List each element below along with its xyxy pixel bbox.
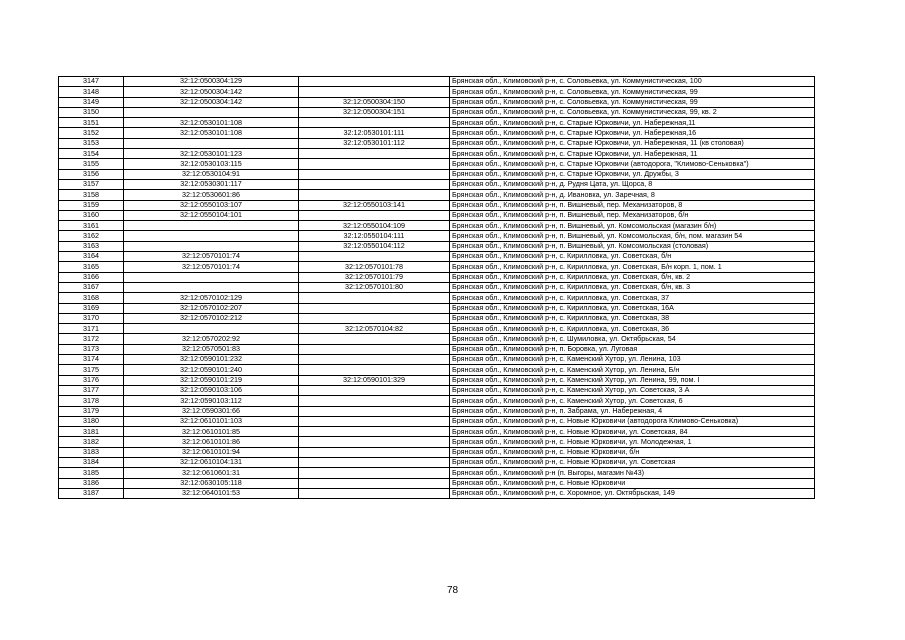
table-row [59,385,815,395]
cell-record-number: 3166 [59,272,124,282]
table-row [59,138,815,148]
table-row [59,457,815,467]
cell-cadastral-number-premises: 32:12:0570101:80 [299,282,450,292]
page-number: 78 [446,585,459,596]
table-row [59,272,815,282]
registry-table [58,76,815,499]
cell-record-number: 3156 [59,169,124,179]
cell-cadastral-number-premises [299,159,450,169]
cell-address: Брянская обл., Климовский р-н, с. Хоромное, ул. Октябрьская, 149 [450,488,815,498]
cell-cadastral-number-premises [299,293,450,303]
cell-address: Брянская обл., Климовский р-н, с. Каменский Хутор, ул. Ленина, 99, пом. I [450,375,815,385]
cell-record-number: 3185 [59,468,124,478]
cell-cadastral-number: 32:12:0570102:129 [124,293,299,303]
table-row [59,468,815,478]
cell-cadastral-number-premises [299,149,450,159]
table-row [59,200,815,210]
cell-address: Брянская обл., Климовский р-н, с. Кирилловка, ул. Советская, 38 [450,313,815,323]
cell-cadastral-number [124,138,299,148]
cell-record-number: 3167 [59,282,124,292]
table-row [59,313,815,323]
table-row [59,159,815,169]
cell-address: Брянская обл., Климовский р-н, с. Новые Юрковичи, ул. Советская [450,457,815,467]
table-row [59,252,815,262]
cell-address: Брянская обл., Климовский р-н, с. Кирилловка, ул. Советская, 36 [450,324,815,334]
cell-address: Брянская обл., Климовский р-н, с. Новые Юрковичи, ул. Советская, 84 [450,427,815,437]
cell-cadastral-number: 32:12:0610601:31 [124,468,299,478]
cell-address: Брянская обл., Климовский р-н, п. Вишневый, ул. Комсомольская, б/н, пом. магазин 54 [450,231,815,241]
cell-cadastral-number-premises: 32:12:0570104:82 [299,324,450,334]
cell-record-number: 3150 [59,107,124,117]
cell-record-number: 3170 [59,313,124,323]
cell-address: Брянская обл., Климовский р-н, с. Новые Юрковичи, ул. Молодежная, 1 [450,437,815,447]
cell-cadastral-number-premises [299,169,450,179]
cell-record-number: 3161 [59,221,124,231]
cell-cadastral-number-premises: 32:12:0550104:112 [299,241,450,251]
table-row [59,282,815,292]
cell-cadastral-number-premises [299,406,450,416]
table-row [59,128,815,138]
cell-cadastral-number: 32:12:0500304:142 [124,97,299,107]
cell-cadastral-number-premises: 32:12:0570101:79 [299,272,450,282]
cell-cadastral-number-premises [299,478,450,488]
cell-address: Брянская обл., Климовский р-н, с. Соловьевка, ул. Коммунистическая, 100 [450,77,815,87]
cell-record-number: 3160 [59,210,124,220]
cell-cadastral-number [124,221,299,231]
cell-cadastral-number-premises [299,437,450,447]
cell-address: Брянская обл., Климовский р-н, п. Боровка, ул. Луговая [450,344,815,354]
cell-address: Брянская обл., Климовский р-н, п. Забрама, ул. Набережная, 4 [450,406,815,416]
cell-record-number: 3152 [59,128,124,138]
cell-address: Брянская обл., Климовский р-н, п. Вишневый, ул. Комсомольская (магазин б/н) [450,221,815,231]
cell-record-number: 3153 [59,138,124,148]
cell-cadastral-number-premises [299,344,450,354]
cell-record-number: 3163 [59,241,124,251]
cell-cadastral-number-premises: 32:12:0530101:112 [299,138,450,148]
cell-cadastral-number [124,231,299,241]
cell-record-number: 3148 [59,87,124,97]
cell-address: Брянская обл., Климовский р-н, с. Соловьевка, ул. Коммунистическая, 99, кв. 2 [450,107,815,117]
cell-address: Брянская обл., Климовский р-н, с. Старые Юрковичи (автодорога, "Климово-Сеньковка") [450,159,815,169]
cell-cadastral-number-premises [299,468,450,478]
table-row [59,427,815,437]
table-row [59,241,815,251]
cell-cadastral-number: 32:12:0500304:142 [124,87,299,97]
cell-address: Брянская обл., Климовский р-н, с. Кирилловка, ул. Советская, б/н, кв. 3 [450,282,815,292]
cell-cadastral-number: 32:12:0570202:92 [124,334,299,344]
cell-cadastral-number: 32:12:0530101:123 [124,149,299,159]
cell-address: Брянская обл., Климовский р-н, с. Старые Юрковичи, ул. Набережная, 11 [450,149,815,159]
cell-record-number: 3169 [59,303,124,313]
cell-cadastral-number-premises [299,252,450,262]
cell-record-number: 3155 [59,159,124,169]
cell-address: Брянская обл., Климовский р-н, с. Шумиловка, ул. Октябрьская, 54 [450,334,815,344]
registry-table-body [59,77,815,499]
cell-cadastral-number: 32:12:0590101:240 [124,365,299,375]
cell-cadastral-number-premises [299,427,450,437]
cell-address: Брянская обл., Климовский р-н, п. Вишневый, пер. Механизаторов, б/н [450,210,815,220]
cell-record-number: 3173 [59,344,124,354]
cell-record-number: 3184 [59,457,124,467]
cell-cadastral-number-premises: 32:12:0550104:111 [299,231,450,241]
cell-cadastral-number: 32:12:0530101:108 [124,128,299,138]
cell-cadastral-number-premises [299,365,450,375]
cell-record-number: 3187 [59,488,124,498]
table-row [59,210,815,220]
cell-cadastral-number-premises [299,87,450,97]
cell-cadastral-number-premises [299,118,450,128]
cell-record-number: 3168 [59,293,124,303]
cell-record-number: 3164 [59,252,124,262]
cell-address: Брянская обл., Климовский р-н, с. Кирилловка, ул. Советская, 16А [450,303,815,313]
cell-address: Брянская обл., Климовский р-н, д. Рудня Цата, ул. Щорса, 8 [450,179,815,189]
table-row [59,447,815,457]
cell-cadastral-number [124,107,299,117]
cell-cadastral-number: 32:12:0530103:115 [124,159,299,169]
cell-record-number: 3174 [59,355,124,365]
cell-record-number: 3149 [59,97,124,107]
cell-cadastral-number-premises [299,313,450,323]
cell-record-number: 3159 [59,200,124,210]
cell-cadastral-number-premises [299,303,450,313]
cell-record-number: 3171 [59,324,124,334]
cell-cadastral-number-premises [299,334,450,344]
cell-address: Брянская обл., Климовский р-н, д. Ивановка, ул. Заречная, 8 [450,190,815,200]
table-row [59,344,815,354]
cell-cadastral-number: 32:12:0530301:117 [124,179,299,189]
cell-address: Брянская обл., Климовский р-н, с. Новые Юрковичи (автодорога Климово-Сеньковка) [450,416,815,426]
table-row [59,169,815,179]
cell-cadastral-number: 32:12:0550103:107 [124,200,299,210]
cell-address: Брянская обл., Климовский р-н, с. Новые Юрковичи [450,478,815,488]
cell-record-number: 3165 [59,262,124,272]
cell-cadastral-number-premises [299,210,450,220]
cell-address: Брянская обл., Климовский р-н, с. Новые Юрковичи, б/н [450,447,815,457]
cell-cadastral-number: 32:12:0610101:94 [124,447,299,457]
cell-cadastral-number [124,282,299,292]
cell-record-number: 3147 [59,77,124,87]
table-row [59,355,815,365]
cell-cadastral-number-premises: 32:12:0550104:109 [299,221,450,231]
table-row [59,262,815,272]
table-row [59,324,815,334]
cell-address: Брянская обл., Климовский р-н (п. Выгоры, магазин №43) [450,468,815,478]
cell-cadastral-number: 32:12:0570102:207 [124,303,299,313]
cell-record-number: 3180 [59,416,124,426]
table-row [59,416,815,426]
cell-address: Брянская обл., Климовский р-н, с. Каменский Хутор, ул. Ленина, Б/н [450,365,815,375]
cell-record-number: 3177 [59,385,124,395]
cell-cadastral-number: 32:12:0570501:83 [124,344,299,354]
cell-address: Брянская обл., Климовский р-н, с. Старые Юрковичи, ул. Набережная,16 [450,128,815,138]
table-row [59,179,815,189]
cell-cadastral-number: 32:12:0610104:131 [124,457,299,467]
cell-cadastral-number: 32:12:0550104:101 [124,210,299,220]
cell-cadastral-number [124,272,299,282]
cell-cadastral-number-premises [299,447,450,457]
cell-cadastral-number: 32:12:0610101:86 [124,437,299,447]
table-row [59,231,815,241]
cell-address: Брянская обл., Климовский р-н, п. Вишневый, ул. Комсомольская (столовая) [450,241,815,251]
table-row [59,87,815,97]
cell-address: Брянская обл., Климовский р-н, с. Каменский Хутор, ул. Ленина, 103 [450,355,815,365]
cell-record-number: 3154 [59,149,124,159]
cell-cadastral-number: 32:12:0570101:74 [124,262,299,272]
cell-cadastral-number-premises [299,385,450,395]
cell-cadastral-number-premises: 32:12:0570101:78 [299,262,450,272]
cell-cadastral-number-premises [299,488,450,498]
cell-cadastral-number-premises [299,355,450,365]
cell-address: Брянская обл., Климовский р-н, с. Соловьевка, ул. Коммунистическая, 99 [450,97,815,107]
cell-address: Брянская обл., Климовский р-н, с. Соловьевка, ул. Коммунистическая, 99 [450,87,815,97]
table-row [59,365,815,375]
cell-cadastral-number-premises [299,190,450,200]
cell-record-number: 3158 [59,190,124,200]
cell-record-number: 3157 [59,179,124,189]
cell-cadastral-number: 32:12:0530101:108 [124,118,299,128]
table-row [59,488,815,498]
cell-record-number: 3179 [59,406,124,416]
table-row [59,107,815,117]
cell-address: Брянская обл., Климовский р-н, с. Кирилловка, ул. Советская, б/н, кв. 2 [450,272,815,282]
cell-cadastral-number-premises: 32:12:0590101:329 [299,375,450,385]
cell-cadastral-number: 32:12:0630105:118 [124,478,299,488]
table-row [59,437,815,447]
table-row [59,77,815,87]
table-row [59,190,815,200]
cell-address: Брянская обл., Климовский р-н, с. Старые Юрковичи, ул. Дружбы, 3 [450,169,815,179]
table-row [59,334,815,344]
cell-cadastral-number [124,241,299,251]
cell-cadastral-number: 32:12:0590301:66 [124,406,299,416]
cell-record-number: 3162 [59,231,124,241]
cell-cadastral-number-premises [299,457,450,467]
cell-cadastral-number [124,324,299,334]
table-row [59,478,815,488]
cell-record-number: 3178 [59,396,124,406]
cell-address: Брянская обл., Климовский р-н, с. Кирилловка, ул. Советская, 37 [450,293,815,303]
cell-cadastral-number: 32:12:0590103:106 [124,385,299,395]
cell-address: Брянская обл., Климовский р-н, с. Каменский Хутор, ул. Советская, 3 А [450,385,815,395]
table-row [59,406,815,416]
cell-address: Брянская обл., Климовский р-н, с. Каменский Хутор, ул. Советская, 6 [450,396,815,406]
cell-record-number: 3181 [59,427,124,437]
cell-record-number: 3186 [59,478,124,488]
cell-record-number: 3183 [59,447,124,457]
cell-cadastral-number-premises [299,416,450,426]
cell-cadastral-number: 32:12:0570102:212 [124,313,299,323]
cell-address: Брянская обл., Климовский р-н, с. Старые Юрковичи, ул. Набережная,11 [450,118,815,128]
cell-cadastral-number: 32:12:0590103:112 [124,396,299,406]
cell-cadastral-number: 32:12:0640101:53 [124,488,299,498]
cell-cadastral-number: 32:12:0610101:85 [124,427,299,437]
cell-cadastral-number-premises [299,179,450,189]
cell-record-number: 3151 [59,118,124,128]
cell-cadastral-number-premises: 32:12:0500304:151 [299,107,450,117]
cell-address: Брянская обл., Климовский р-н, с. Кирилловка, ул. Советская, б/н [450,252,815,262]
table-row [59,149,815,159]
cell-record-number: 3172 [59,334,124,344]
cell-address: Брянская обл., Климовский р-н, с. Старые Юрковичи, ул. Набережная, 11 (кв столовая) [450,138,815,148]
cell-cadastral-number-premises [299,396,450,406]
table-row [59,303,815,313]
cell-cadastral-number-premises [299,77,450,87]
table-row [59,375,815,385]
cell-cadastral-number: 32:12:0610101:103 [124,416,299,426]
cell-cadastral-number-premises: 32:12:0530101:111 [299,128,450,138]
cell-cadastral-number: 32:12:0570101:74 [124,252,299,262]
cell-address: Брянская обл., Климовский р-н, с. Кирилловка, ул. Советская, Б/н корп. 1, пом. 1 [450,262,815,272]
cell-cadastral-number: 32:12:0530601:86 [124,190,299,200]
cell-cadastral-number: 32:12:0590101:219 [124,375,299,385]
table-row [59,118,815,128]
cell-cadastral-number: 32:12:0530104:91 [124,169,299,179]
cell-cadastral-number: 32:12:0590101:232 [124,355,299,365]
cell-cadastral-number-premises: 32:12:0550103:141 [299,200,450,210]
cell-cadastral-number: 32:12:0500304:129 [124,77,299,87]
cell-cadastral-number-premises: 32:12:0500304:150 [299,97,450,107]
table-row [59,221,815,231]
cell-record-number: 3175 [59,365,124,375]
table-row [59,97,815,107]
cell-address: Брянская обл., Климовский р-н, п. Вишневый, пер. Механизаторов, 8 [450,200,815,210]
table-row [59,293,815,303]
cell-record-number: 3182 [59,437,124,447]
table-row [59,396,815,406]
cell-record-number: 3176 [59,375,124,385]
